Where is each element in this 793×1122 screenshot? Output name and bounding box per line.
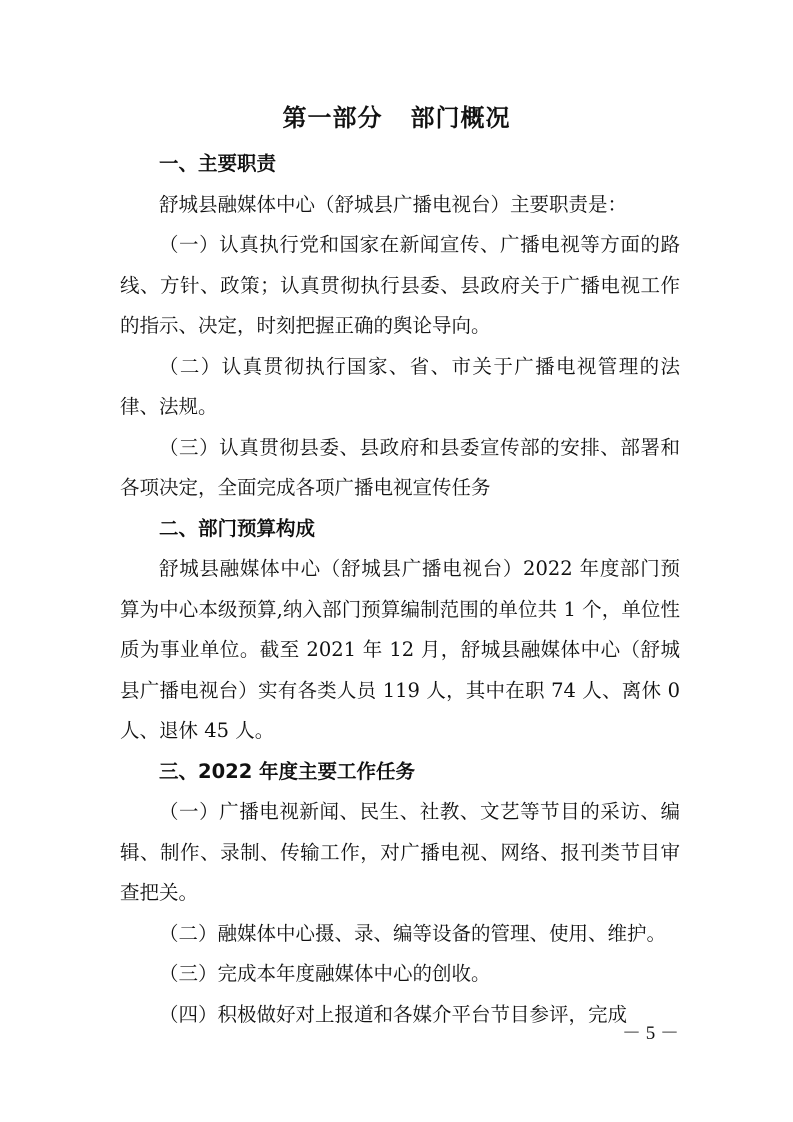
section-heading: 三、2022 年度主要工作任务	[159, 759, 416, 783]
paragraph: （二）融媒体中心摄、录、编等设备的管理、使用、维护。	[159, 921, 667, 945]
document-body	[120, 144, 680, 1035]
paragraph: （四）积极做好对上报道和各媒介平台节目参评，完成	[159, 1002, 628, 1026]
paragraph: （一）认真执行党和国家在新闻宣传、广播电视等方面的路线、方针、政策；认真贯彻执行县委、县政府关于广播电视工作的指示、决定，时刻把握正确的舆论导向。	[120, 233, 680, 337]
section-heading: 一、主要职责	[159, 152, 277, 175]
paragraph: （三）完成本年度融媒体中心的创收。	[159, 962, 491, 985]
paragraph: （二）认真贯彻执行国家、省、市关于广播电视管理的法律、法规。	[120, 354, 680, 418]
title-part: 第一部分	[282, 104, 383, 132]
section-heading: 二、部门预算构成	[159, 516, 316, 540]
page-number: － 5 －	[622, 1023, 680, 1044]
title-name: 部门概况	[410, 104, 511, 132]
page-title	[0, 98, 793, 133]
paragraph: 舒城县融媒体中心（舒城县广播电视台）2022 年度部门预算为中心本级预算,纳入部门预算编制范围的单位共 1 个，单位性质为事业单位。截至 2021 年 12 月，舒城县融媒体中心（舒城县广播电视台）实有各类人员 119 人，其中在职 74 人、离休 0 人、退休 45 人。	[120, 557, 680, 742]
paragraph: 舒城县融媒体中心（舒城县广播电视台）主要职责是：	[159, 192, 628, 216]
paragraph: （三）认真贯彻县委、县政府和县委宣传部的安排、部署和各项决定，全面完成各项广播电视宣传任务	[120, 435, 680, 499]
paragraph: （一）广播电视新闻、民生、社教、文艺等节目的采访、编辑、制作、录制、传输工作，对广播电视、网络、报刊类节目审查把关。	[120, 800, 680, 904]
